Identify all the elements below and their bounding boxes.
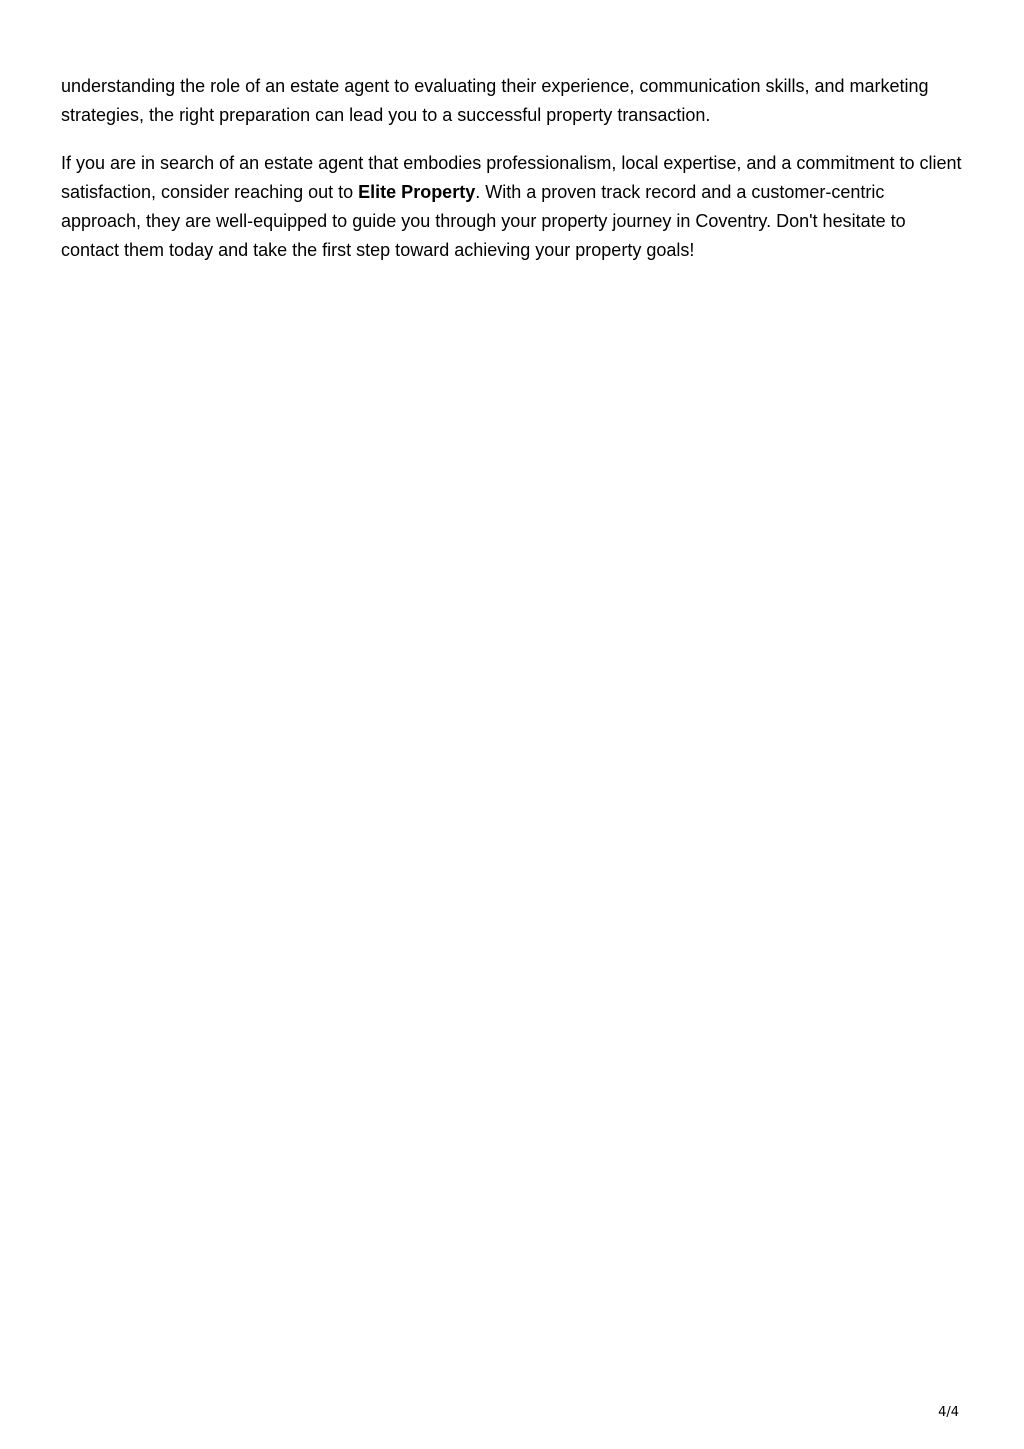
paragraph-2-intro: If you are in search of an estate agent that embodies professionalism, local expertise, and a commitment to client satisfaction, consider reaching out to xyxy=(61,153,962,202)
document-body xyxy=(61,72,966,284)
paragraph-1: understanding the role of an estate agent to evaluating their experience, communication skills, and marketing strategies, the right preparation can lead you to a successful property transaction. xyxy=(61,76,929,125)
page-number: 4/4 xyxy=(938,1405,959,1420)
paragraph-2 xyxy=(61,149,966,265)
paragraph-2-rest: . With a proven track record and a customer-centric approach, they are well-equipped to guide you through your property journey in Coventry. Don't hesitate to contact them today and take the first step toward achieving your property goals! xyxy=(61,182,906,260)
company-name: Elite Property xyxy=(358,182,476,202)
